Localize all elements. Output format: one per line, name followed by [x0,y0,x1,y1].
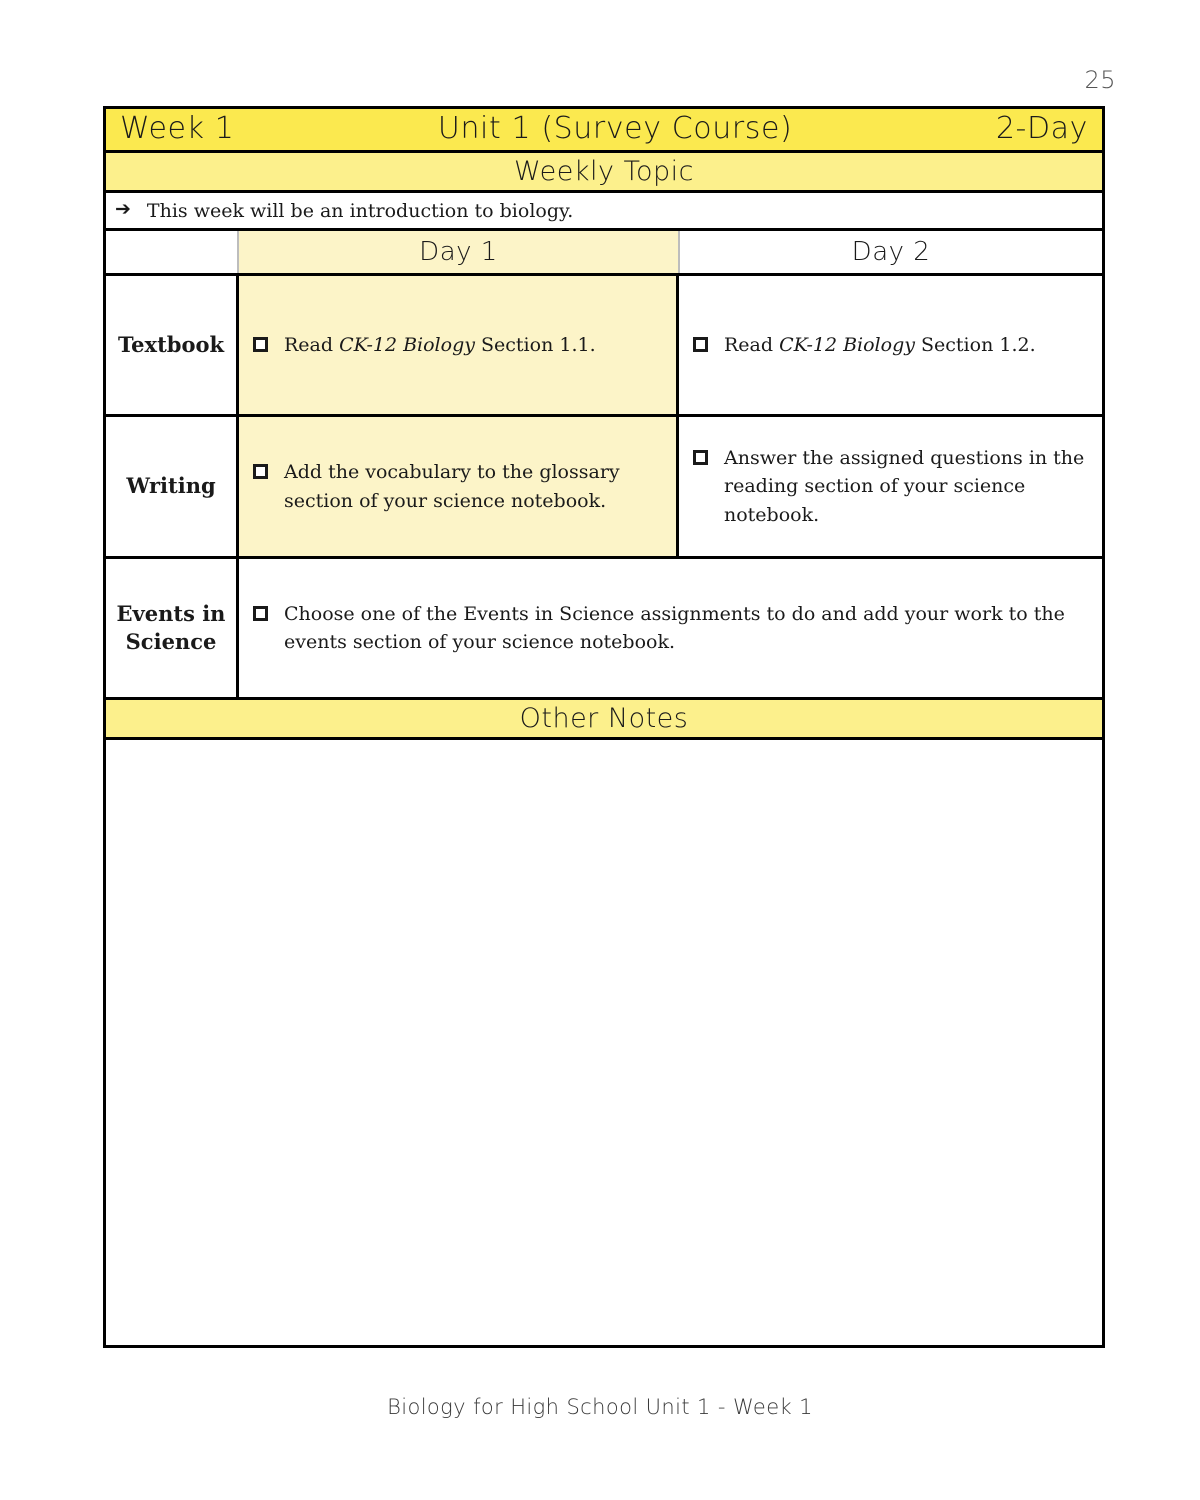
day-1-label: Day 1 [419,237,498,267]
day-1-header [239,231,680,273]
cell-events-in-science [239,559,1102,697]
day-2-label: Day 2 [851,237,931,267]
weekly-topic-heading [106,153,1102,193]
task-text: Read CK-12 Biology Section 1.1. [284,333,596,356]
empty-checkbox-icon[interactable] [693,450,708,465]
cell-textbook-day1 [239,276,679,414]
task-text: Answer the assigned questions in the reading section of your science notebook. [724,447,1085,526]
empty-checkbox-icon[interactable] [253,337,268,352]
other-notes-heading-label: Other Notes [519,703,689,734]
table-row-events-in-science [106,559,1102,700]
cell-textbook-day2 [679,276,1102,414]
weekly-topic-heading-label: Weekly Topic [514,156,694,187]
day-header-row [106,231,1102,276]
row-label-writing: Writing [106,417,239,556]
row-label-events-in-science: Events in Science [106,559,239,697]
table-row-textbook [106,276,1102,417]
empty-checkbox-icon[interactable] [253,606,268,621]
empty-checkbox-icon[interactable] [253,464,268,479]
schedule-label: 2-Day [995,111,1088,146]
empty-checkbox-icon[interactable] [693,337,708,352]
day-header-corner-cell [106,231,239,273]
page-number: 25 [1084,66,1116,94]
task-item [693,444,1090,528]
cell-writing-day1 [239,417,679,556]
task-text: Read CK-12 Biology Section 1.2. [724,333,1036,356]
cell-writing-day2 [679,417,1102,556]
weekly-topic-text: This week will be an introduction to biology. [146,199,574,222]
week-label: Week 1 [120,111,235,146]
other-notes-heading [106,700,1102,740]
task-item [253,331,664,359]
task-text: Add the vocabulary to the glossary section of your science notebook. [284,461,620,512]
day-2-header [680,231,1102,273]
sheet-title-bar [106,109,1102,153]
task-text: Choose one of the Events in Science assignments to do and add your work to the events section of your science notebook. [284,602,1065,653]
task-item [253,458,664,514]
weekly-assignment-sheet [103,106,1105,1348]
task-item [693,331,1090,359]
arrow-right-icon: ➔ [115,198,131,220]
table-row-writing [106,417,1102,559]
task-item [253,600,1090,656]
page-footer: Biology for High School Unit 1 - Week 1 [387,1395,813,1419]
other-notes-area[interactable] [106,740,1102,1345]
unit-label: Unit 1 (Survey Course) [437,111,793,146]
weekly-topic-row [106,193,1102,231]
row-label-textbook: Textbook [106,276,239,414]
